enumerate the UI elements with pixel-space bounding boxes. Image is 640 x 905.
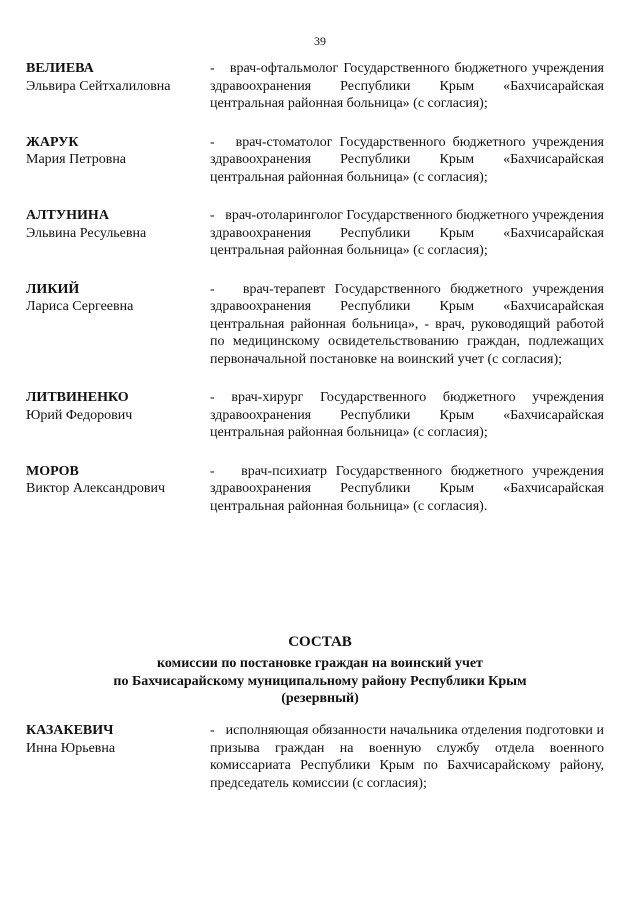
member-name	[26, 463, 210, 516]
member-role: - врач-стоматолог Государственного бюджетного учреждения здравоохранения Республики Крым «Бахчисарайская центральная районная больница» (с согласия);	[210, 134, 604, 185]
member-name	[26, 134, 210, 187]
section-subtitle	[0, 655, 640, 708]
member-given-name: Мария Петровна	[26, 152, 127, 167]
member-name	[26, 281, 210, 369]
member-entry	[26, 207, 604, 260]
member-name	[26, 60, 210, 113]
member-given-name: Лариса Сергеевна	[26, 299, 134, 314]
member-entry	[26, 463, 604, 516]
member-name	[26, 722, 210, 792]
member-surname: ЛИТВИНЕНКО	[26, 390, 129, 405]
member-entry	[26, 389, 604, 442]
member-name	[26, 207, 210, 260]
member-given-name: Инна Юрьевна	[26, 740, 116, 756]
member-surname: МОРОВ	[26, 463, 79, 479]
member-role: - врач-психиатр Государственного бюджетного учреждения здравоохранения Республики Крым «Бахчисарайская центральная районная больница» (с согласия).	[210, 463, 604, 514]
member-surname: КАЗАКЕВИЧ	[26, 723, 114, 738]
member-surname: АЛТУНИНА	[26, 208, 109, 223]
member-entry	[26, 281, 604, 369]
member-surname: ЖАРУК	[26, 134, 79, 150]
reserve-member-list	[26, 722, 604, 813]
member-entry	[26, 722, 604, 792]
member-given-name: Виктор Александрович	[26, 481, 166, 496]
member-role: - врач-терапевт Государственного бюджетного учреждения здравоохранения Республики Крым «Бахчисарайская центральная районная больница», - врач, руководящий работой по медицинскому освидетельствованию граждан, подлежащих первоначальной постановке на воинский учет (с согласия);	[210, 281, 604, 367]
member-given-name: Юрий Федорович	[26, 407, 133, 423]
section-subtitle-line: комиссии по постановке граждан на воинский учет	[157, 656, 483, 671]
member-given-name: Эльвина Ресульевна	[26, 225, 147, 241]
member-role: - врач-отоларинголог Государственного бюджетного учреждения здравоохранения Республики Крым «Бахчисарайская центральная районная больница» (с согласия);	[210, 208, 604, 258]
member-name	[26, 389, 210, 442]
member-surname: ЛИКИЙ	[26, 281, 80, 297]
member-given-name: Эльвира Сейтхалиловна	[26, 78, 171, 94]
section-subtitle-line: по Бахчисарайскому муниципальному району Республики Крым	[113, 673, 527, 689]
page-number: 39	[314, 34, 326, 48]
member-role: - исполняющая обязанности начальника отделения подготовки и призыва граждан на военную службу отдела военного комиссариата Республики Крым по Бахчисарайскому району, председатель комиссии (с согласия);	[210, 723, 604, 791]
section-subtitle-line: (резервный)	[281, 691, 359, 706]
section-title: СОСТАВ	[288, 634, 352, 650]
member-surname: ВЕЛИЕВА	[26, 61, 94, 76]
member-list	[26, 60, 604, 536]
member-entry	[26, 60, 604, 113]
member-role: - врач-хирург Государственного бюджетного учреждения здравоохранения Республики Крым «Бахчисарайская центральная районная больница» (с согласия);	[210, 390, 604, 440]
member-role: - врач-офтальмолог Государственного бюджетного учреждения здравоохранения Республики Крым «Бахчисарайская центральная районная больница» (с согласия);	[210, 61, 604, 111]
member-entry	[26, 134, 604, 187]
